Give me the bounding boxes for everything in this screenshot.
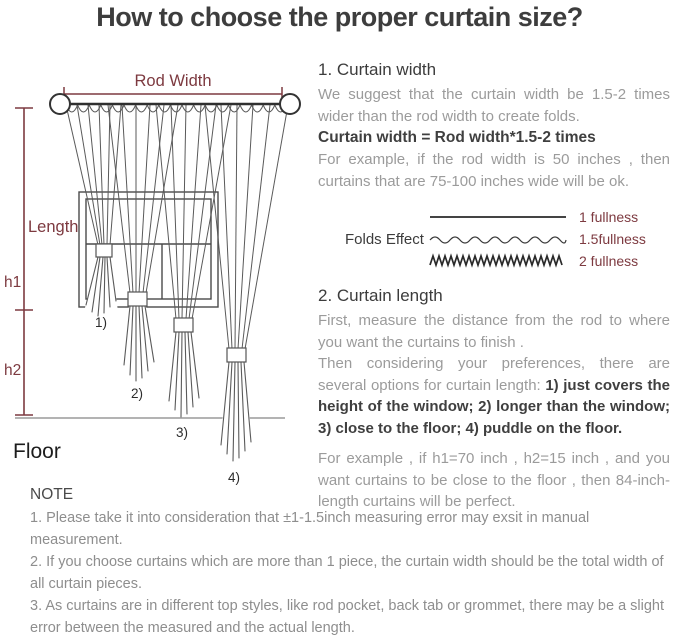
curtain-length-heading: 2. Curtain length (318, 286, 443, 305)
curtain-width-example: For example, if the rod width is 50 inches , then curtains that are 75-100 inches wide will be ok. (318, 151, 670, 190)
folds-effect-block (318, 206, 670, 272)
h1-label: h1 (4, 274, 22, 291)
curtain-length-step1: First, measure the distance from the rod to where you want the curtains to finish . (318, 312, 670, 351)
fullness-1-label: 1 fullness (579, 209, 639, 225)
curtain-length-options (318, 353, 670, 439)
note-item-1: 1. Please take it into consideration that ±1-1.5inch measuring error may exsit in manual measurement. (30, 510, 590, 548)
rod-width-label: Rod Width (134, 72, 212, 90)
note-section (30, 486, 676, 639)
fold-row-2-fullness (428, 250, 670, 272)
curtain-width-formula: Curtain width = Rod width*1.5-2 times (318, 129, 596, 146)
curtain-width-intro: We suggest that the curtain width be 1.5-2 times wider than the rod width to create folds. (318, 86, 670, 125)
curtain-4-folds (205, 105, 288, 349)
curtain-option-2-label: 2) (131, 386, 144, 401)
rod-finial-right (280, 94, 300, 114)
curtain-width-heading: 1. Curtain width (318, 60, 437, 79)
curtain-option-3-label: 3) (176, 425, 189, 440)
h2-label: h2 (4, 362, 22, 379)
curtain-measurement-diagram (0, 60, 315, 490)
fold-row-1-fullness (428, 206, 670, 228)
note-item-2: 2. If you choose curtains which are more than 1 piece, the curtain width should be the total width of all curtain pieces. (30, 554, 664, 592)
page-title: How to choose the proper curtain size? (96, 2, 583, 32)
note-item-3: 3. As curtains are in different top styles, like rod pocket, back tab or grommet, there may be a slight error between the measured and the actual length. (30, 598, 665, 636)
instructions-column (318, 60, 670, 513)
curtain-option-1-label: 1) (95, 315, 108, 330)
fullness-2-label: 2 fullness (579, 253, 639, 269)
folds-effect-label: Folds Effect (345, 230, 424, 248)
fold-row-1-5-fullness (428, 228, 670, 250)
note-heading: NOTE (30, 486, 74, 503)
curtain-option-4-label: 4) (228, 470, 241, 485)
floor-label: Floor (13, 440, 61, 463)
length-label: Length (28, 218, 79, 236)
rod-finial-left (50, 94, 70, 114)
curtain-3-folds (156, 105, 231, 319)
options-intro-text: Then considering your preferences, there are several options for curtain length: (318, 355, 670, 394)
fullness-1-5-label: 1.5fullness (579, 231, 646, 247)
curtain-length-example: For example , if h1=70 inch , h2=15 inch , and you want curtains to be close to the floor , then 84-inch-length curtains will be perfect. (318, 450, 670, 510)
options-list-text: 1) just covers the height of the window; 2) longer than the window; 3) close to the floor; 4) puddle on the floor. (318, 376, 670, 437)
wavy-line-icon (428, 230, 569, 248)
zigzag-line-icon (428, 252, 569, 270)
straight-line-icon (428, 208, 569, 226)
